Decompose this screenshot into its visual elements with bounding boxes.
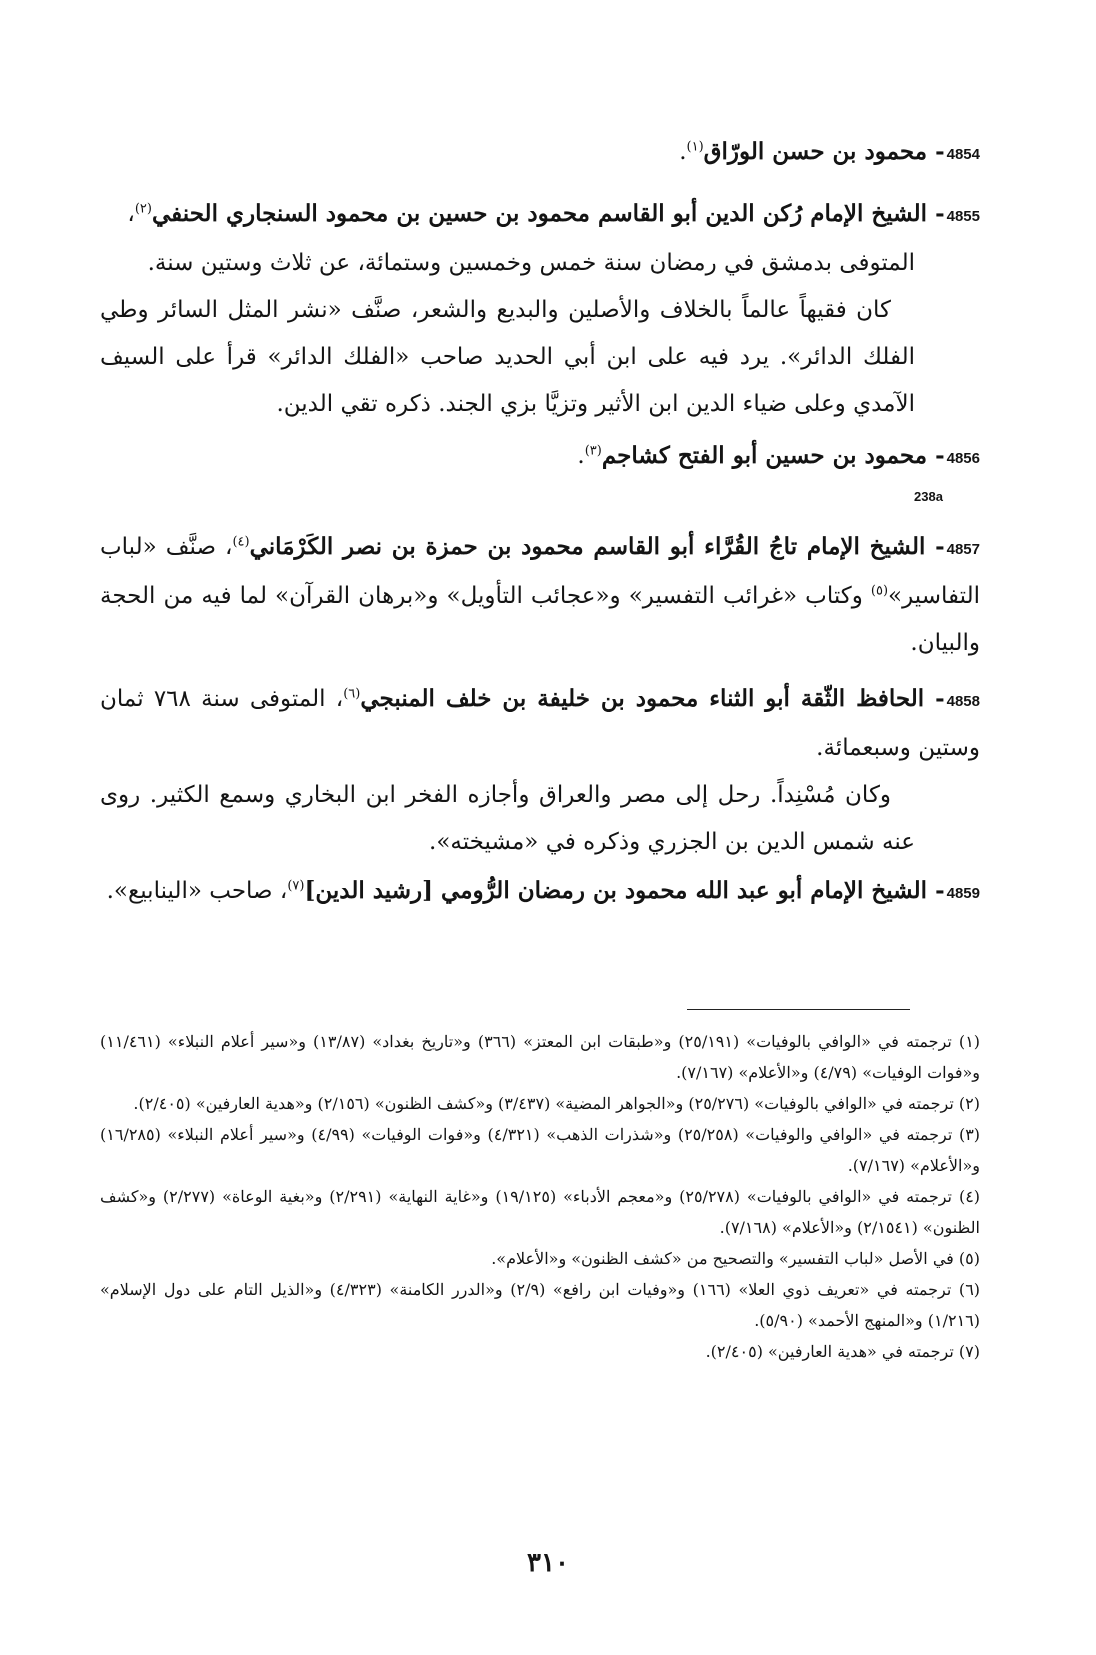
entry-tail: ، <box>127 201 135 227</box>
footnote-3: (٣) ترجمته في «الوافي والوفيات» (٢٥/٢٥٨) و«شذرات الذهب» (٤/٣٢١) و«فوات الوفيات» (٤/٩٩) و«سير أعلام النبلاء» (١٦/٢٨٥) و«الأعلام» (٧/١٦٧). <box>100 1125 981 1175</box>
footnote-ref: (٢) <box>134 201 152 217</box>
footnote-6: (٦) ترجمته في «تعريف ذوي العلا» (١٦٦) و«وفيات ابن رافع» (٢/٩) و«الدرر الكامنة» (٤/٣٢٣) و«الذيل التام على دول الإسلام» (١/٢١٦) و«المنهج الأحمد» (٥/٩٠). <box>100 1280 981 1330</box>
entry-number: 4854 <box>946 146 980 163</box>
entry-continuation: المتوفى بدمشق في رمضان سنة خمس وخمسين وستمائة، عن ثلاث وستين سنة. <box>147 250 915 276</box>
footnote-ref: (٧) <box>287 878 305 894</box>
entry-title: - محمود بن حسن الورّاق <box>703 138 945 165</box>
entry-number: 4856 <box>946 450 980 467</box>
entry-paragraph: كان فقيهاً عالماً بالخلاف والأصلين والبديع والشعر، صنَّف «نشر المثل السائر وطي الفلك الدائر». يرد فيه على ابن أبي الحديد صاحب «الفلك الدائر» قرأ على السيف الآمدي وعلى ضياء الدين ابن الأثير وتزيَّا بزي الجند. ذكره تقي الدين. <box>100 297 915 417</box>
footnote-5: (٥) في الأصل «لباب التفسير» والتصحيح من «كشف الظنون» و«الأعلام». <box>491 1249 980 1268</box>
entry-title: - الشيخ الإمام أبو عبد الله محمود بن رمضان الرُّومي [رشيد الدين] <box>304 877 945 904</box>
entry-tail: . <box>577 443 585 469</box>
entry-tail: ، صاحب «الينابيع». <box>106 878 288 904</box>
entry-title: - الشيخ الإمام تاجُ القُرَّاء أبو القاسم محمود بن حمزة بن نصر الكَرْمَاني <box>249 533 945 560</box>
footnote-4: (٤) ترجمته في «الوافي بالوفيات» (٢٥/٢٧٨) و«معجم الأدباء» (١٩/١٢٥) و«غاية النهاية» (٢/٢٩١) و«بغية الوعاة» (٢/٢٧٧) و«كشف الظنون» (٢/١٥٤١) و«الأعلام» (٧/١٦٨). <box>100 1187 981 1237</box>
page-number: ٣١٠ <box>527 1548 569 1578</box>
entry-4858 <box>100 675 980 866</box>
entry-tail: ، المتوفى سنة ٧٦٨ ثمان وستين وسبعمائة. <box>100 686 980 761</box>
entry-tail: وكتاب «غرائب التفسير» و«عجائب التأويل» و«برهان القرآن» لما فيه من الحجة والبيان. <box>100 583 980 656</box>
entry-number: 4857 <box>946 541 980 558</box>
entry-4854 <box>100 128 980 178</box>
footnotes <box>100 1026 980 1367</box>
footnote-separator <box>687 1009 910 1010</box>
entry-number: 4855 <box>946 208 980 225</box>
footnote-ref: (٣) <box>584 443 602 459</box>
footnote-ref: (٥) <box>870 583 889 599</box>
entry-title: - الحافظ الثّقة أبو الثناء محمود بن خليفة بن خلف المنبجي <box>360 685 945 712</box>
entry-title: - محمود بن حسين أبو الفتح كشاجم <box>601 442 945 469</box>
entry-number: 4858 <box>946 693 980 710</box>
entry-number: 4859 <box>946 885 980 902</box>
entry-4857 <box>100 523 980 667</box>
footnote-ref: (٦) <box>343 686 361 702</box>
footnote-ref: (١) <box>686 139 704 155</box>
footnote-7: (٧) ترجمته في «هدية العارفين» (٢/٤٠٥). <box>705 1342 980 1361</box>
entry-tail: . <box>679 139 687 165</box>
footnote-2: (٢) ترجمته في «الوافي بالوفيات» (٢٥/٢٧٦) و«الجواهر المضية» (٣/٤٣٧) و«كشف الظنون» (٢/١٥٦) و«هدية العارفين» (٢/٤٠٥). <box>133 1094 980 1113</box>
entry-tail: ، صنَّف «لباب التفاسير» <box>100 534 980 609</box>
entry-paragraph: وكان مُسْنِداً. رحل إلى مصر والعراق وأجازه الفخر ابن البخاري وسمع الكثير. روى عنه شمس الدين بن الجزري وذكره في «مشيخته». <box>100 782 915 855</box>
footnote-1: (١) ترجمته في «الوافي بالوفيات» (٢٥/١٩١) و«طبقات ابن المعتز» (٣٦٦) و«تاريخ بغداد» (١٣/٨٧) و«سير أعلام النبلاء» (١١/٤٦١) و«فوات الوفيات» (٤/٧٩) و«الأعلام» (٧/١٦٧). <box>100 1032 981 1082</box>
entry-4859 <box>100 867 980 917</box>
footnote-ref: (٤) <box>232 534 250 550</box>
entry-4855 <box>100 190 980 428</box>
entry-4856 <box>100 432 980 482</box>
margin-marker: 238a <box>914 489 943 504</box>
entry-title: - الشيخ الإمام رُكن الدين أبو القاسم محمود بن حسين بن محمود السنجاري الحنفي <box>151 200 945 227</box>
